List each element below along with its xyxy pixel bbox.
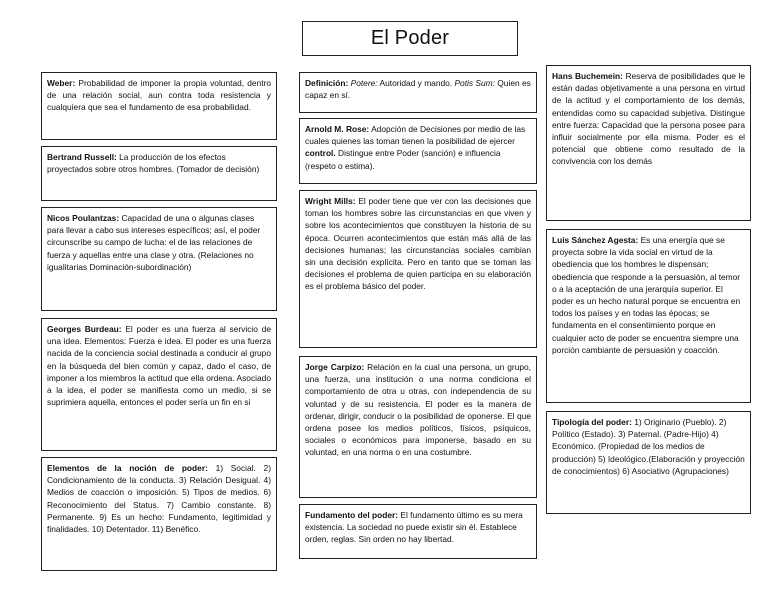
- elementos-text: 1) Social. 2) Condicionamiento de la conducta. 3) Relación Desigual. 4) Medios de coacción o imposición. 5) Tipos de medios. 6) Reconocimiento del Status. 7) Cambio constante. 8) Permanente. 9) Es un hecho: Fundamento, legitimidad y finalidades. 10) Detentador. 11) Benéfico.: [47, 463, 272, 535]
- potis-term: Potis Sum:: [454, 78, 495, 88]
- rose-label: Arnold M. Rose:: [305, 124, 370, 134]
- burdeau-text: El poder es una fuerza al servicio de una idea. Elementos: Fuerza e idea. El poder es una fuerza nacida de la conciencia social destinada a conducir al grupo en la búsqueda del bien común y capaz, dado el caso, de imponer a los miembros la actitud que ella ordena. Asociado a la idea, el poder se manifiesta como un medio, si se suprimiera aquella, entonces el poder sería un fin en si: [47, 324, 271, 408]
- poulantzas-label: Nicos Poulantzas:: [47, 213, 120, 223]
- rose-control: control.: [305, 148, 336, 159]
- fundamento-text: El fundamento último es su mera existencia. La sociedad no puede existir sin él. Establece orden, reglas. Sin orden no hay libertad.: [305, 510, 523, 545]
- mills-label: Wright Mills:: [305, 196, 356, 206]
- russell-box: [41, 146, 277, 201]
- rose-text-1: Adopción de Decisiones por medio de las cuales quienes las toman tienen la posibilidad de ejercer: [305, 124, 526, 147]
- weber-text: Probabilidad de imponer la propia voluntad, dentro de una relación social, aun contra toda resistencia y cualquiera que sea el fundamento de esa probabilidad.: [47, 78, 271, 113]
- fundamento-box: [299, 504, 537, 559]
- agesta-label: Luis Sánchez Agesta:: [552, 235, 639, 245]
- potis-text: Quien es capaz en sí.: [305, 78, 531, 101]
- burdeau-box: [41, 318, 277, 451]
- potere-text: Autoridad y mando.: [379, 78, 453, 88]
- rose-text-2: Distingue entre Poder (sanción) e influencia (respeto o estima).: [305, 148, 501, 171]
- rose-box: [299, 118, 537, 184]
- elementos-box: [41, 457, 277, 571]
- mills-text: El poder tiene que ver con las decisiones que toman los hombres sobre las circunstancias en que viven y sobre los acontecimientos que constituyen la historia de su época. Ocurren acontecimientos que están más allá de las decisiones humanas; las circunstancias sociales cambian sin una decisión explícita. Pero en tanto que se toman las decisiones el problema de quien participa en su elaboración es el problema básico del poder.: [305, 196, 531, 292]
- mills-box: [299, 190, 537, 348]
- potere-term: Potere:: [350, 78, 378, 88]
- buchemein-label: Hans Buchemein:: [552, 71, 623, 81]
- weber-box: [41, 72, 277, 140]
- russell-label: Bertrand Russell:: [47, 152, 117, 162]
- buchemein-text: Reserva de posibilidades que le están dadas objetivamente a una persona en virtud de la actitud y el comportamiento de los demás, entendidas como su capacidad subjetiva. Distingue entre fuerza: Capacidad que la persona posee para influir socialmente por ella misma. Poder es el potencial que obtiene como resultado de la convivencia con los demás: [552, 71, 745, 167]
- russell-text: La producción de los efectos proyectados sobre otros hombres. (Tomador de decisión): [47, 152, 260, 175]
- weber-label: Weber:: [47, 78, 76, 88]
- buchemein-box: [546, 65, 751, 221]
- page-title: El Poder: [302, 21, 518, 56]
- poulantzas-text: Capacidad de una o algunas clases para llevar a cabo sus intereses específicos; así, el poder circunscribe su campo de lucha: el de las relaciones de fuerza y aquellas entre una clase y otra. (Relaciones no igualitarias Dominación-subordinación): [47, 213, 261, 272]
- carpizo-box: [299, 356, 537, 498]
- elementos-label: Elementos de la noción de poder:: [47, 463, 208, 473]
- carpizo-label: Jorge Carpizo:: [305, 362, 365, 372]
- carpizo-text: Relación en la cual una persona, un grupo, una fuerza, una institución o una norma condiciona el comportamiento de otra u otras, con independencia de su voluntad y de su resistencia. El poder es la manera de ordenar, dirigir, conducir o la posibilidad de oponerse. El que ordena posee los medios políticos, físicos, psíquicos, sociales o económicos para imponerse, basado en su voluntad, en una norma o en una costumbre.: [305, 362, 532, 458]
- agesta-box: [546, 229, 751, 403]
- poulantzas-box: [41, 207, 277, 311]
- tipologia-label: Tipología del poder:: [552, 417, 632, 427]
- fundamento-label: Fundamento del poder:: [305, 510, 399, 520]
- definicion-label: Definición:: [305, 78, 349, 88]
- definicion-box: [299, 72, 537, 113]
- tipologia-box: [546, 411, 751, 514]
- burdeau-label: Georges Burdeau:: [47, 324, 122, 334]
- tipologia-text: 1) Originario (Pueblo). 2) Político (Estado). 3) Paternal. (Padre-Hijo) 4) Económico. (Propiedad de los medios de producción) 5) Ideológico.(Elaboración y proyección de conocimientos) 6) Asociativo (Agrupaciones): [552, 417, 745, 476]
- agesta-text: Es una energía que se proyecta sobre la vida social en virtud de la obediencia que los hombres le dispensan; obediencia que responde a la persuasión, al temor o a la aceptación de una jerarquía superior. El poder es un hecho natural porque se encuentra en todos los países y en todas las épocas; se fundamenta en el consentimiento porque en cualquier acto de poder se encuentra siempre una porción cambiante de persuasión y coacción.: [552, 235, 741, 355]
